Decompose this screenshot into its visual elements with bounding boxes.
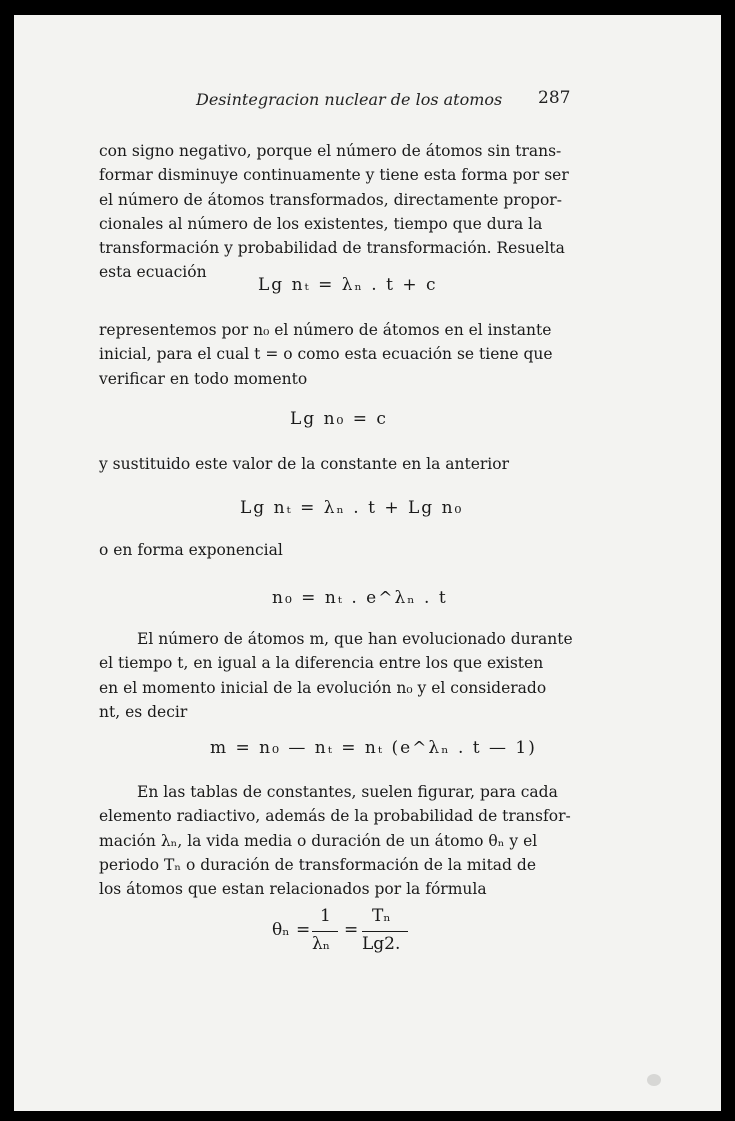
- ink-smudge: [647, 1074, 661, 1086]
- eq6-lhs: θₙ: [272, 920, 290, 940]
- equation-1: Lg nₜ = λₙ . t + c: [258, 275, 438, 295]
- text-line: en el momento inicial de la evolución n₀ y el considerado: [99, 678, 547, 697]
- paragraph-4: [99, 538, 571, 562]
- text-line: periodo Tₙ o duración de transformación de la mitad de: [99, 855, 536, 874]
- paragraph-3: [99, 452, 571, 476]
- eq6-equals-1: =: [296, 920, 311, 940]
- paragraph-2: [99, 318, 571, 391]
- equation-5: m = n₀ — nₜ = nₜ (e^λₙ . t — 1): [210, 738, 537, 758]
- page-header: [0, 90, 735, 114]
- text-line: mación λₙ, la vida media o duración de un átomo θₙ y el: [99, 831, 538, 850]
- text-line: inicial, para el cual t = o como esta ecuación se tiene que: [99, 345, 553, 364]
- text-line: formar disminuye continuamente y tiene esta forma por ser: [99, 166, 569, 185]
- eq6-denominator-2: Lg2.: [362, 934, 401, 954]
- text-line: elemento radiactivo, además de la probabilidad de transfor-: [99, 807, 571, 826]
- text-line: nt, es decir: [99, 702, 188, 721]
- text-line: En las tablas de constantes, suelen figurar, para cada: [137, 783, 558, 801]
- equation-4: n₀ = nₜ . e^λₙ . t: [272, 588, 448, 608]
- equation-2: Lg n₀ = c: [290, 409, 388, 429]
- text-line: los átomos que estan relacionados por la fórmula: [99, 880, 487, 899]
- eq6-fraction-bar-2: [362, 931, 408, 932]
- paragraph-1: [99, 139, 571, 285]
- running-title: Desintegracion nuclear de los atomos: [196, 90, 503, 109]
- page-number: 287: [538, 88, 571, 108]
- text-line: representemos por n₀ el número de átomos en el instante: [99, 321, 552, 339]
- text-line: y sustituido este valor de la constante en la anterior: [99, 455, 510, 473]
- paragraph-5: [99, 627, 571, 724]
- text-line: cionales al número de los existentes, tiempo que dura la: [99, 214, 543, 233]
- text-line: El número de átomos m, que han evolucionado durante: [137, 630, 573, 648]
- text-line: verificar en todo momento: [99, 369, 308, 388]
- eq6-numerator-1: 1: [320, 906, 331, 926]
- text-line: con signo negativo, porque el número de átomos sin trans-: [99, 142, 562, 160]
- eq6-denominator-1: λₙ: [312, 934, 331, 954]
- eq6-equals-2: =: [344, 920, 359, 940]
- text-line: o en forma exponencial: [99, 541, 283, 559]
- eq6-numerator-2: Tₙ: [372, 906, 391, 926]
- paragraph-6: [99, 780, 571, 901]
- equation-6: [272, 906, 432, 960]
- equation-3: Lg nₜ = λₙ . t + Lg n₀: [240, 498, 464, 518]
- text-line: esta ecuación: [99, 263, 207, 282]
- eq6-fraction-bar-1: [312, 931, 338, 932]
- text-line: el tiempo t, en igual a la diferencia entre los que existen: [99, 654, 544, 673]
- text-line: el número de átomos transformados, directamente propor-: [99, 190, 562, 209]
- text-line: transformación y probabilidad de transformación. Resuelta: [99, 239, 565, 258]
